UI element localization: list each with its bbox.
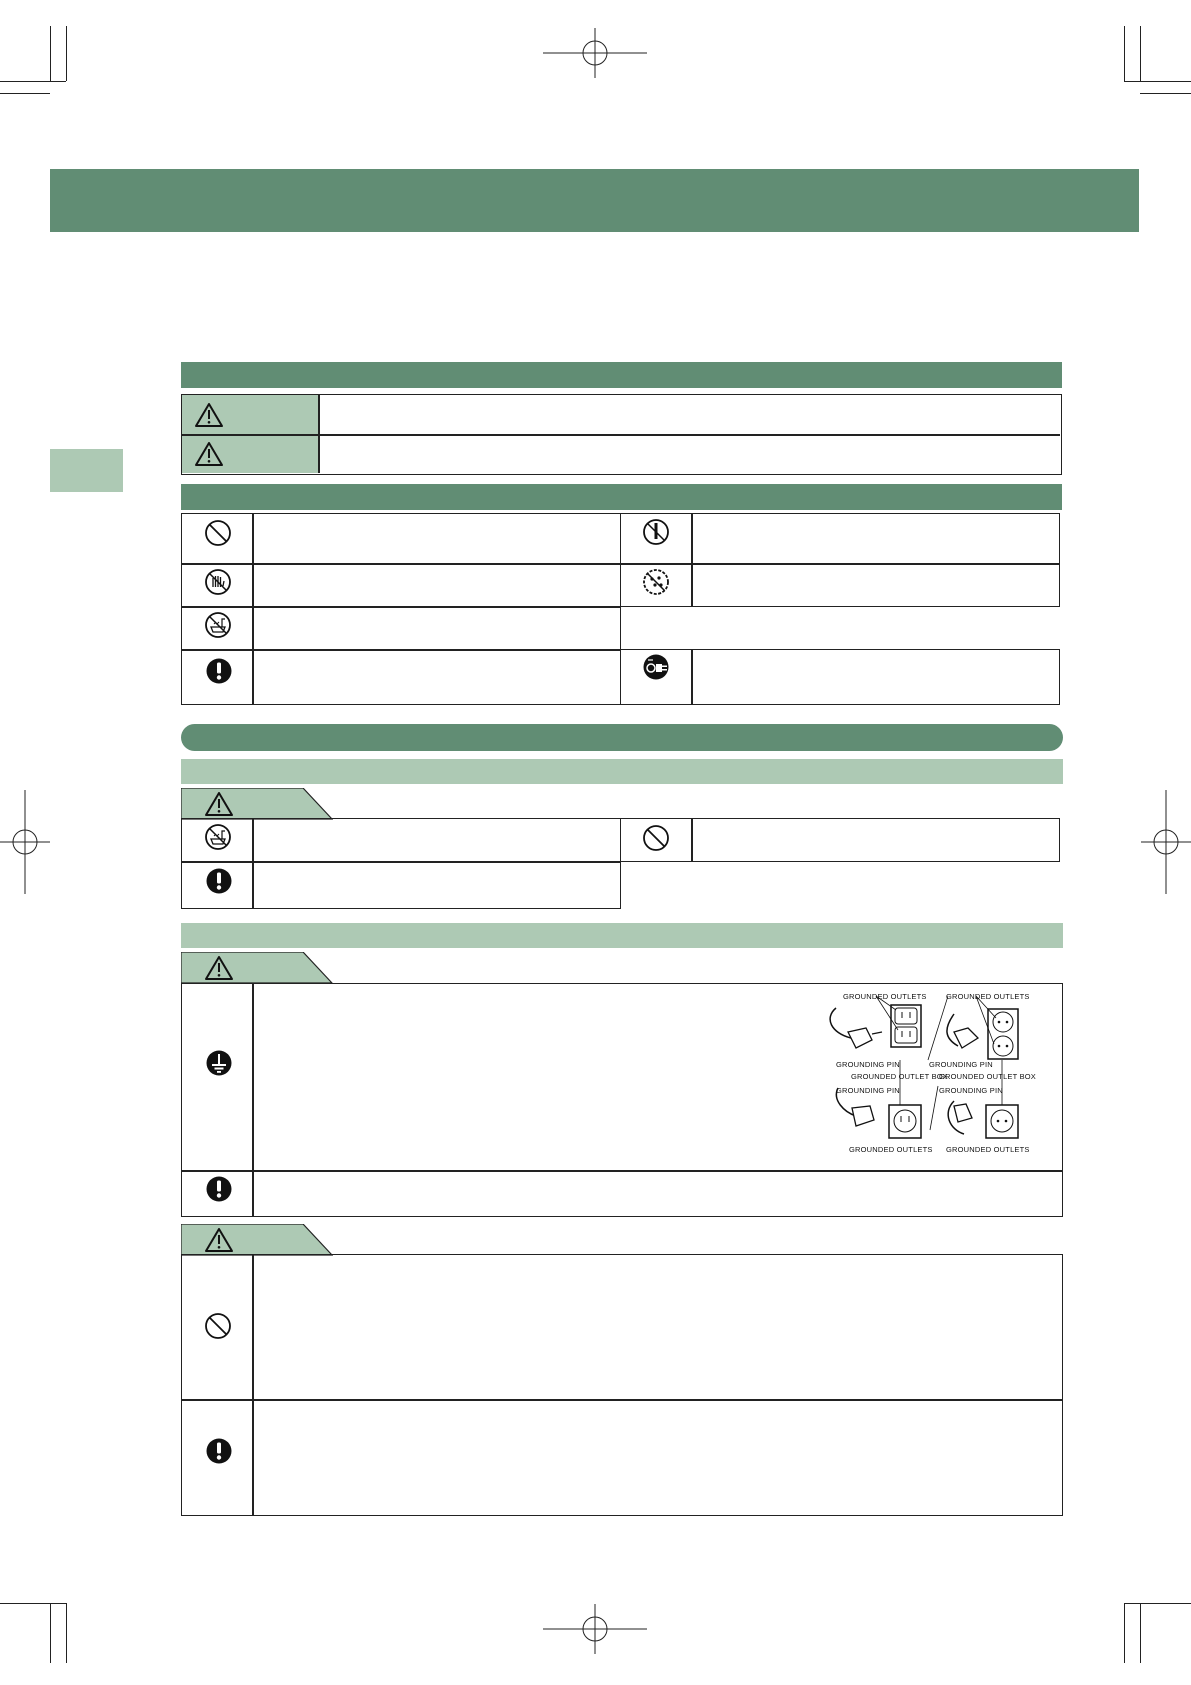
side-tab: [50, 449, 123, 492]
signal-cell-1: [182, 395, 318, 434]
prohibition-circle-icon: [203, 1311, 233, 1341]
exclamation-disc-icon: [204, 1436, 234, 1466]
label-grounded-outlets-bottom-left: GROUNDED OUTLETS: [849, 1145, 933, 1154]
label-grounding-pin-2: GROUNDING PIN: [836, 1086, 900, 1095]
page-header-band: [50, 169, 1139, 232]
no-disassemble-icon: [641, 517, 671, 547]
pictograms-header: [181, 484, 1062, 510]
exclamation-disc-icon: [204, 1174, 234, 1204]
label-grounding-pin-3: GROUNDING PIN: [929, 1060, 993, 1069]
exclamation-disc-icon: [204, 866, 234, 896]
registration-mark-right: [1141, 790, 1191, 894]
no-bathroom-icon: [203, 610, 233, 640]
grounded-outlets-diagram: [826, 988, 1037, 1163]
ground-earth-icon: [204, 1048, 234, 1078]
prohibition-circle-icon: [641, 823, 671, 853]
label-grounded-outlets-top-left: GROUNDED OUTLETS: [843, 992, 927, 1001]
label-grounded-outlet-box-2: GROUNDED OUTLET BOX: [939, 1072, 1037, 1081]
label-grounded-outlets-top-right: GROUNDED OUTLETS: [946, 992, 1030, 1001]
label-grounded-outlet-box-1: GROUNDED OUTLET BOX: [851, 1072, 949, 1081]
section-title-pill: [181, 724, 1063, 751]
exclamation-disc-icon: [204, 656, 234, 686]
no-wet-hands-icon: [203, 567, 233, 597]
warning-tab-1: [181, 788, 333, 820]
warning-triangle-icon: [194, 402, 224, 428]
no-water-icon: [641, 567, 671, 597]
label-grounded-outlets-bottom-right: GROUNDED OUTLETS: [946, 1145, 1030, 1154]
prohibition-circle-icon: [203, 518, 233, 548]
label-grounding-pin-1: GROUNDING PIN: [836, 1060, 900, 1069]
no-bathroom-icon: [203, 822, 233, 852]
label-grounding-pin-4: GROUNDING PIN: [939, 1086, 1003, 1095]
signal-cell-2: [182, 435, 318, 473]
signal-words-header: [181, 362, 1062, 388]
subsection-1-bar: [181, 759, 1063, 784]
warning-triangle-icon: [194, 441, 224, 467]
warning-tab-3: [181, 1224, 333, 1256]
subsection-2-bar: [181, 923, 1063, 948]
registration-mark-top: [543, 28, 647, 78]
signal-words-table: [181, 394, 1062, 475]
warning-tab-2: [181, 952, 333, 984]
unplug-icon: [641, 652, 671, 682]
registration-mark-left: [0, 790, 50, 894]
registration-mark-bottom: [543, 1604, 647, 1654]
